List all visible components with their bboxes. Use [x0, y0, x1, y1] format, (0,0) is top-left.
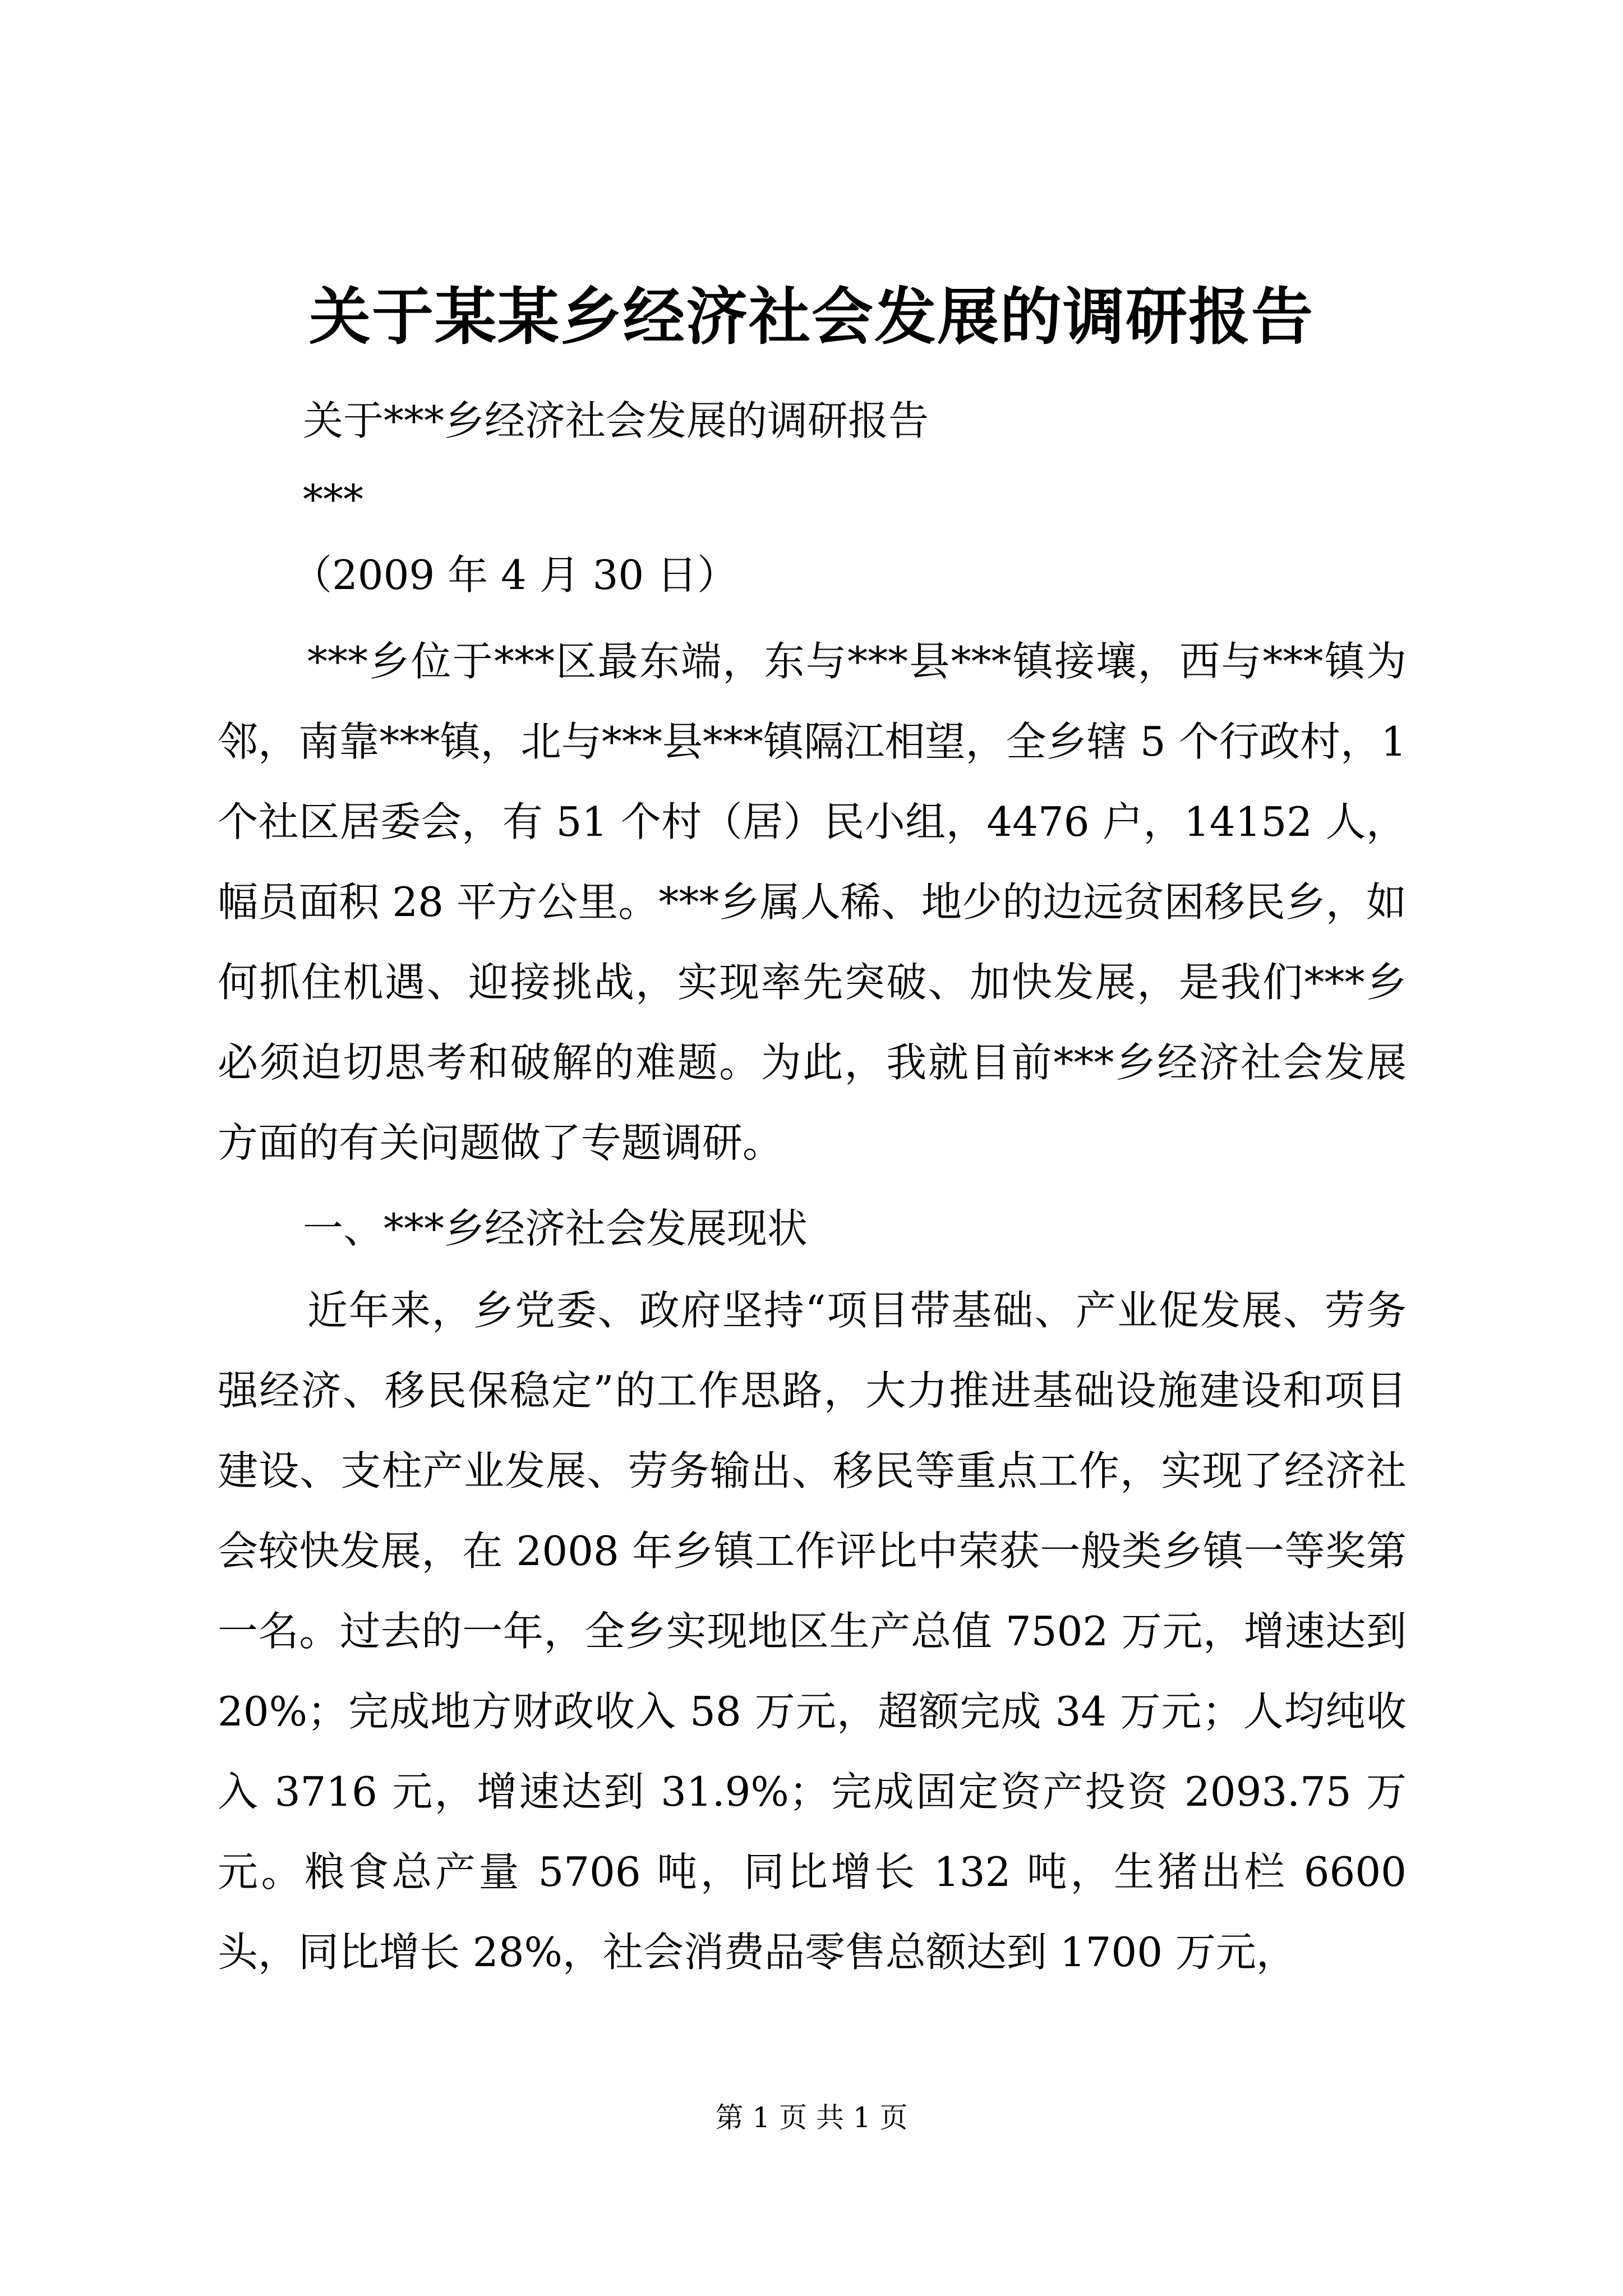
- page-number: 第 1 页 共 1 页: [715, 2101, 908, 2134]
- paragraph-intro: ***乡位于***区最东端，东与***县***镇接壤，西与***镇为邻，南靠***镇，北与***县***镇隔江相望，全乡辖 5 个行政村，1 个社区居委会，有 51 个村（居）民小组，4476 户，14152 人，幅员面积 28 平方公里。***乡属人稀、地少的边远贫困移民乡，如何抓住机遇、迎接挑战，实现率先突破、加快发展，是我们***乡必须迫切思考和破解的难题。为此，我就目前***乡经济社会发展方面的有关问题做了专题调研。: [218, 638, 1407, 1166]
- document-date: （2009 年 4 月 30 日）: [292, 551, 738, 599]
- document-title: 关于某某乡经济社会发展的调研报告: [309, 280, 1314, 353]
- paragraph-status: 近年来，乡党委、政府坚持“项目带基础、产业促发展、劳务强经济、移民保稳定”的工作思路，大力推进基础设施建设和项目建设、支柱产业发展、劳务输出、移民等重点工作，实现了经济社会较快发展，在 2008 年乡镇工作评比中荣获一般类乡镇一等奖第一名。过去的一年，全乡实现地区生产总值 7502 万元，增速达到 20%；完成地方财政收入 58 万元，超额完成 34 万元；人均纯收入 3716 元，增速达到 31.9%；完成固定资产投资 2093.75 万元。粮食总产量 5706 吨，同比增长 132 吨，生猪出栏 6600 头，同比增长 28%，社会消费品零售总额达到 1700 万元，: [218, 1287, 1407, 1976]
- section-heading: 一、***乡经济社会发展现状: [303, 1205, 808, 1252]
- document-author: ***: [303, 476, 363, 523]
- document-subtitle: 关于***乡经济社会发展的调研报告: [303, 397, 929, 444]
